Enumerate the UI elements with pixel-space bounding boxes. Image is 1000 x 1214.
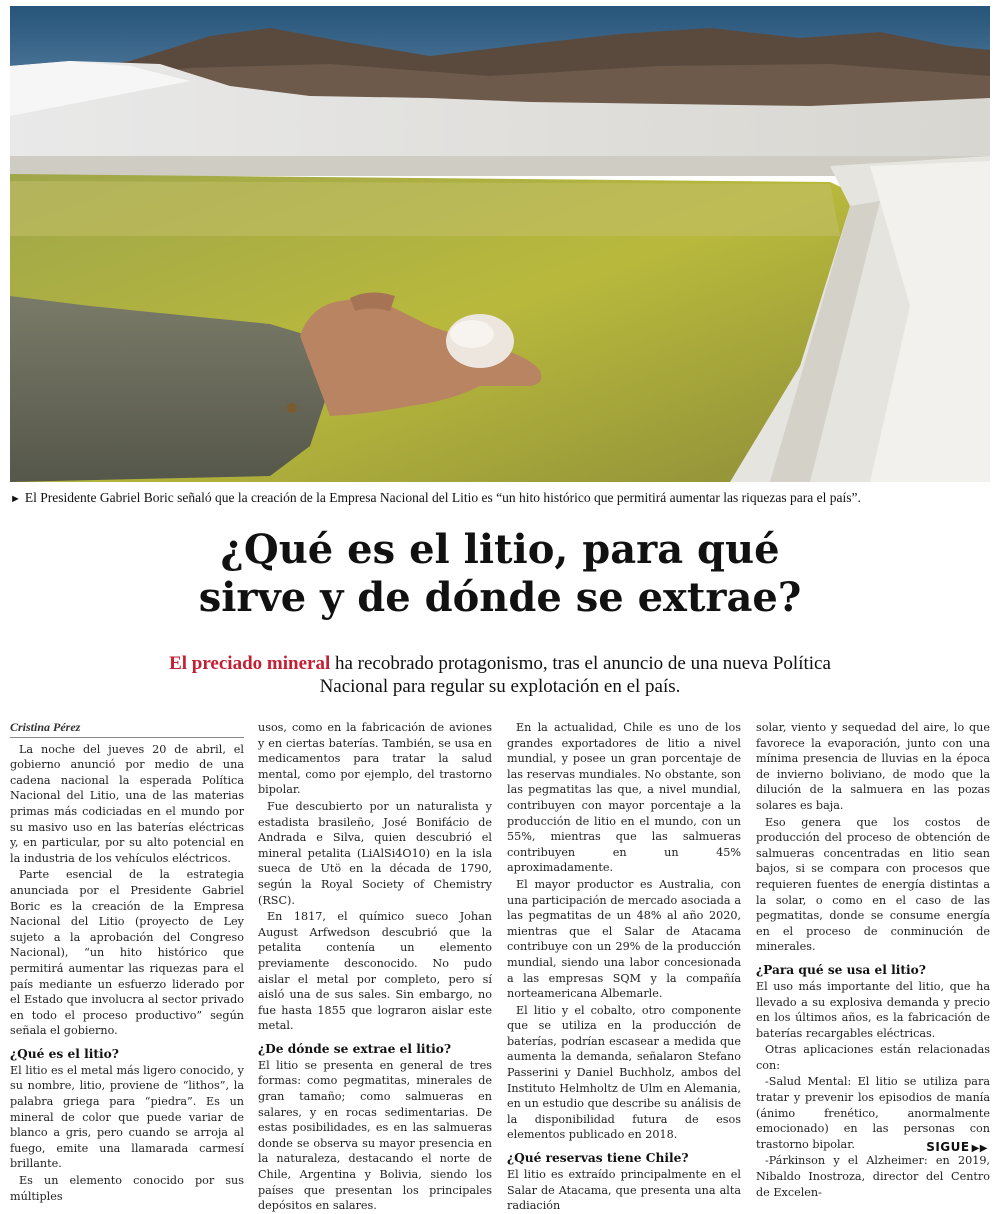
paragraph: El litio y el cobalto, otro componente que se utiliza en la producción de baterías, podrían escasear a medida que aumenta la demanda, señalaron Stefano Passerini y Daniel Buchholz, ambos del Instituto Helmholtz de Ulm en Alemania, en un estudio que describe su análisis de la disponibilidad futura de esos elementos publicado en 2018. — [507, 1003, 741, 1142]
paragraph: El litio es extraído principalmente en el Salar de Atacama, que presenta una alta radiación — [507, 1168, 741, 1213]
dek — [150, 652, 850, 698]
caption-marker: ► — [10, 493, 21, 505]
section-heading: ¿De dónde se extrae el litio? — [258, 1041, 451, 1056]
paragraph: Eso genera que los costos de producción del proceso de obtención de salmueras concentradas en litio sean bajos, si se compara con procesos que requieren fuentes de energía distintas a la solar, o como en el caso de las pegmatitas, donde se consume energía en el proceso de conminución de minerales. — [756, 815, 990, 954]
section-heading: ¿Qué es el litio? — [10, 1046, 119, 1061]
article-column-3 — [507, 720, 741, 1213]
paragraph: Fue descubierto por un naturalista y estadista brasileño, José Bonifácio de Andrada e Silva, quien descubrió el mineral petalita (LiAlSi4O10) en la isla sueca de Utö en la década de 1790, según la Royal Society of Chemistry (RSC). — [258, 799, 492, 907]
paragraph: El litio es el metal más ligero conocido, y su nombre, litio, proviene de “lithos”, la palabra griega para “piedra”. Es un mineral de color que puede variar de blanco a gris, pero cuando se arroja al fuego, emite una llamarada carmesí brillante. — [10, 1063, 244, 1171]
paragraph: En la actualidad, Chile es uno de los grandes exportadores de litio a nivel mundial, y posee un gran porcentaje de las reservas mundiales. No obstante, son las pegmatitas las que, a nivel mundial, contribuyen con mayor porcentaje a la producción de litio en el mundo, con un 55%, mientras que las salmueras contribuyen en un 45% aproximadamente. — [507, 721, 741, 875]
section-heading: ¿Para qué se usa el litio? — [756, 962, 926, 977]
caption-text: El Presidente Gabriel Boric señaló que la creación de la Empresa Nacional del Litio es “un hito histórico que permitirá aumentar las riquezas para el país”. — [24, 490, 861, 505]
paragraph: El litio se presenta en general de tres formas: como pegmatitas, minerales de gran tamaño; como salmueras en salares, y en rocas sedimentarias. De estas posibilidades, es en las salmueras donde se observa su mayor presencia en la naturaleza, destacando el norte de Chile, Argentina y Bolivia, siendo los países que presentan los principales depósitos en salares. — [258, 1058, 492, 1213]
paragraph: solar, viento y sequedad del aire, lo que favorece la evaporación, junto con una mínima presencia de lluvias en la época de invierno boliviano, de modo que la dilución de la salmuera en las pozas solares es baja. — [756, 721, 990, 812]
salt-flat-photo — [10, 6, 990, 482]
paragraph: Parte esencial de la estrategia anunciada por el Presidente Gabriel Boric es la creación de la Empresa Nacional del Litio (proyecto de Ley sujeto a la aprobación del Congreso Nacional), “un hito histórico que permitirá aumentar las riquezas para el país mediante un esfuerzo liderado por el Estado que involucra al sector privado en todo el proceso productivo” según señala el gobierno. — [10, 868, 244, 1038]
paragraph: La noche del jueves 20 de abril, el gobierno anunció por medio de una cadena nacional la esperada Política Nacional del Litio, una de las materias primas más codiciadas en el mundo por su masivo uso en las baterías eléctricas y, en particular, por su alto potencial en la industria de los vehículos eléctricos. — [10, 742, 244, 865]
continue-label: SIGUE — [926, 1140, 970, 1154]
byline: Cristina Pérez — [10, 720, 244, 738]
continue-link[interactable] — [926, 1140, 988, 1154]
section-heading: ¿Qué reservas tiene Chile? — [507, 1151, 689, 1166]
paragraph: -Salud Mental: El litio se utiliza para tratar y prevenir los episodios de manía (ánimo frenético, anormalmente emocionado) en las personas con trastorno bipolar. — [756, 1075, 990, 1151]
paragraph: Es un elemento conocido por sus múltiples — [10, 1174, 244, 1203]
dek-text: ha recobrado protagonismo, tras el anuncio de una nueva Política Nacional para regular su explotación en el país. — [319, 653, 831, 697]
paragraph: El uso más importante del litio, que ha llevado a su explosiva demanda y precio en los últimos años, es la fabricación de baterías recargables eléctricas. — [756, 979, 990, 1040]
dek-lead: El preciado mineral — [169, 653, 331, 674]
article-column-1 — [10, 720, 244, 1203]
photo-caption — [10, 490, 990, 507]
headline — [0, 526, 1000, 622]
paragraph: usos, como en la fabricación de aviones y en ciertas baterías. También, se usa en medicamentos para tratar la salud mental, como por ejemplo, del trastorno bipolar. — [258, 721, 492, 797]
paragraph: En 1817, el químico sueco Johan August Arfwedson descubrió que la petalita contenía un elemento previamente desconocido. No pudo aislar el metal por completo, pero sí aisló una de sus sales. Sin embargo, no fue hasta 1855 que lograron aislar este metal. — [258, 910, 492, 1033]
article-column-2 — [258, 720, 492, 1213]
article-body — [10, 720, 990, 1213]
article-column-4 — [756, 720, 990, 1199]
headline-line-1: ¿Qué es el litio, para qué — [220, 526, 780, 573]
paragraph: El mayor productor es Australia, con una participación de mercado asociada a las pegmatitas de un 48% al año 2020, mientras que el Salar de Atacama contribuye con un 29% de la producción mundial, siendo una labor concesionada a las empresas SQM y la compañía norteamericana Albemarle. — [507, 877, 741, 1001]
paragraph: Otras aplicaciones están relacionadas con: — [756, 1043, 990, 1072]
headline-line-2: sirve y de dónde se extrae? — [198, 574, 802, 621]
arrow-right-icon: ▶▶ — [971, 1143, 988, 1154]
paragraph: -Párkinson y el Alzheimer: en 2019, Nibaldo Inostroza, director del Centro de Excelen- — [756, 1154, 990, 1199]
